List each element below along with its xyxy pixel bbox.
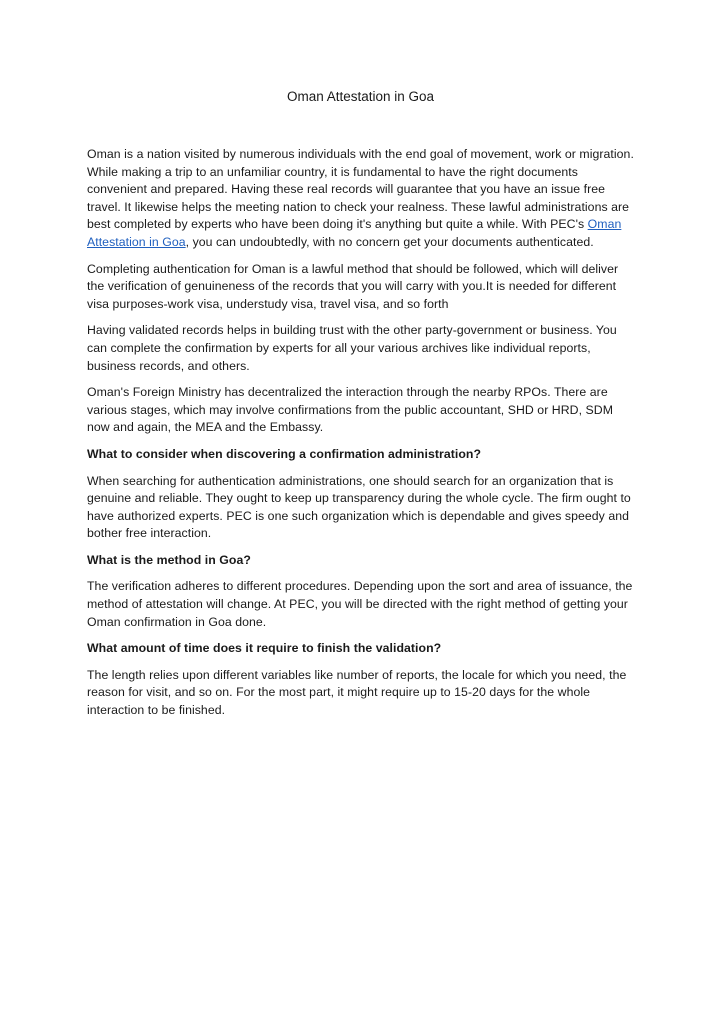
oman-attestation-link[interactable]: Oman Attestation in Goa: [87, 217, 622, 249]
validated-records-paragraph: Having validated records helps in building trust with the other party-government or business. You can complete the confirmation by experts for all your various archives like individual reports, business records, and others.: [87, 323, 617, 373]
method-heading: What is the method in Goa?: [87, 552, 251, 567]
authentication-paragraph: Completing authentication for Oman is a lawful method that should be followed, which will deliver the verification of genuineness of the records that you will carry with you.It is needed for different visa purposes-work visa, understudy visa, travel visa, and so forth: [87, 261, 619, 311]
time-paragraph: The length relies upon different variables like number of reports, the locale for which you need, the reason for visit, and so on. For the most part, it might require up to 15-20 days for the whole interaction to be finished.: [87, 667, 627, 718]
time-heading: What amount of time does it require to finish the validation?: [87, 641, 442, 656]
document-title: Oman Attestation in Goa: [286, 89, 435, 104]
consider-paragraph: When searching for authentication administrations, one should search for an organization that is genuine and reliable. They ought to keep up transparency during the whole cycle. The firm ought to have authorized experts. PEC is one such organization which is dependable and gives speedy and bother free interaction.: [87, 473, 631, 541]
method-paragraph: The verification adheres to different procedures. Depending upon the sort and area of issuance, the method of attestation will change. At PEC, you will be directed with the right method of getting your Oman confirmation in Goa done.: [87, 579, 633, 629]
intro-text: Oman is a nation visited by numerous individuals with the end goal of movement, work or migration. While making a trip to an unfamiliar country, it is fundamental to have the right documents convenient and prepared. Having these real records will guarantee that you have an issue free travel. It likewise helps the meeting nation to check your realness. These lawful administrations are best completed by experts who have been doing it's anything but quite a while. With PEC's: [87, 147, 634, 232]
consider-heading: What to consider when discovering a confirmation administration?: [87, 446, 482, 461]
foreign-ministry-paragraph: Oman's Foreign Ministry has decentralized the interaction through the nearby RPOs. There are various stages, which may involve confirmations from the public accountant, SHD or HRD, SDM now and again, the MEA and the Embassy.: [87, 385, 614, 435]
intro-paragraph: [87, 146, 634, 252]
intro-text-end: , you can undoubtedly, with no concern get your documents authenticated.: [185, 234, 594, 249]
